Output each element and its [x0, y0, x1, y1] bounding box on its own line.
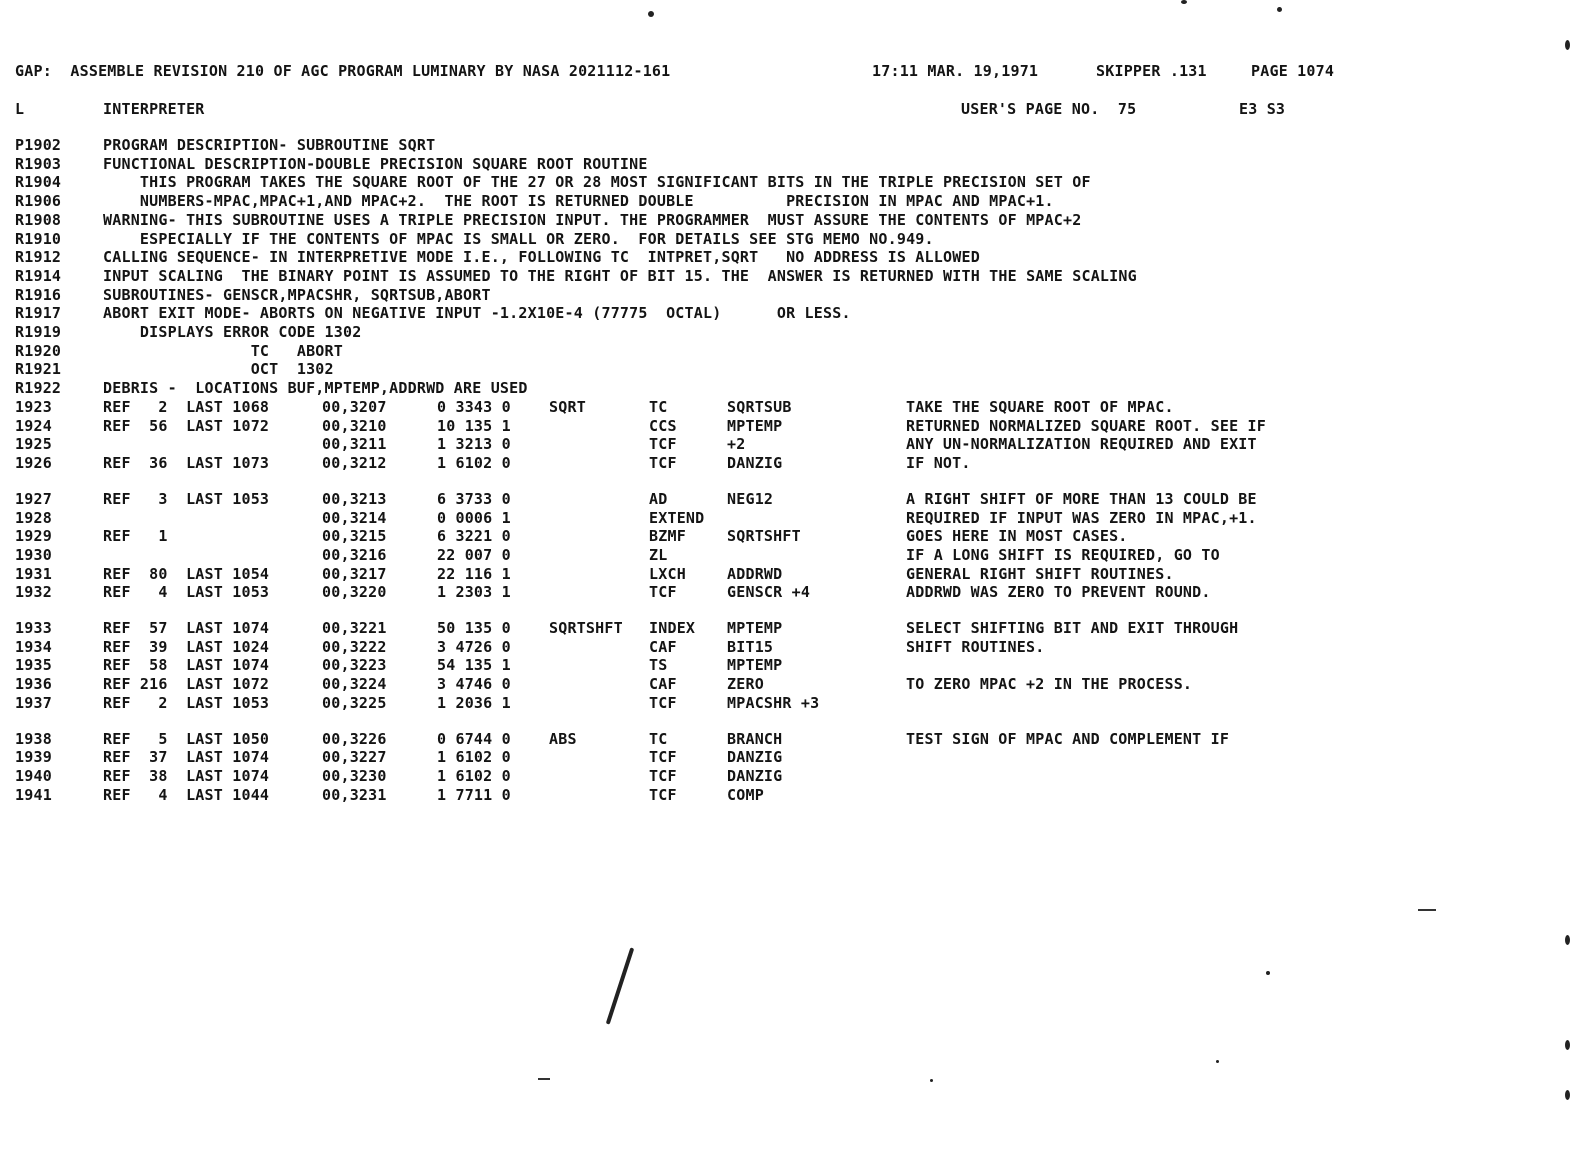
listing-operand: MPACSHR +3 — [727, 693, 820, 712]
remark-text: WARNING- THIS SUBROUTINE USES A TRIPLE PRECISION INPUT. THE PROGRAMMER MUST ASSURE THE CONTENTS OF MPAC+2 — [103, 210, 1082, 229]
remark-id: P1902 — [15, 136, 62, 154]
remark-id: R1910 — [15, 229, 62, 248]
listing-ref: REF 56 LAST 1072 — [103, 416, 270, 435]
remark-text: SUBROUTINES- GENSCR,MPACSHR, SQRTSUB,ABORT — [103, 285, 491, 304]
listing-opcode: TCF — [649, 766, 677, 785]
listing-comment: SHIFT ROUTINES. — [906, 637, 1045, 656]
listing-operand: COMP — [727, 785, 764, 804]
listing-octal-word: 54 135 1 — [437, 656, 511, 675]
remark-id: R1919 — [15, 323, 62, 341]
listing-opcode: ZL — [649, 545, 668, 564]
listing-ref: REF 37 LAST 1074 — [103, 748, 270, 767]
listing-octal-word: 1 2303 1 — [437, 583, 511, 602]
scan-speck — [648, 11, 654, 17]
listing-address: 00,3220 — [322, 583, 387, 602]
listing-opcode: CAF — [649, 637, 677, 656]
listing-comment: TO ZERO MPAC +2 IN THE PROCESS. — [906, 675, 1193, 694]
listing-octal-word: 10 135 1 — [437, 416, 511, 435]
listing-operand: MPTEMP — [727, 416, 783, 435]
remark-text: DISPLAYS ERROR CODE 1302 — [103, 323, 362, 341]
scan-speck — [1181, 0, 1187, 4]
listing-operand: ADDRWD — [727, 564, 783, 583]
listing-line-number: 1928 — [15, 508, 52, 527]
listing-octal-word: 1 6102 0 — [437, 766, 511, 785]
listing-opcode: TCF — [649, 785, 677, 804]
listing-octal-word: 3 4726 0 — [437, 637, 511, 656]
subheader-users-page: USER'S PAGE NO. 75 — [961, 100, 1137, 118]
listing-line-number: 1937 — [15, 693, 52, 712]
listing-opcode: TCF — [649, 693, 677, 712]
scan-dash — [1418, 909, 1436, 911]
listing-line-number: 1932 — [15, 583, 52, 602]
listing-address: 00,3223 — [322, 656, 387, 675]
remark-id: R1906 — [15, 192, 62, 211]
listing-line-number: 1940 — [15, 766, 52, 785]
listing-line-number: 1924 — [15, 416, 52, 435]
scan-speck — [1266, 971, 1270, 975]
listing-ref: REF 4 LAST 1053 — [103, 583, 270, 602]
listing-opcode: TCF — [649, 454, 677, 473]
listing-line-number: 1941 — [15, 785, 52, 804]
remark-id: R1916 — [15, 285, 62, 304]
subheader-code: E3 S3 — [1239, 100, 1286, 118]
listing-address: 00,3211 — [322, 435, 387, 454]
listing-opcode: TCF — [649, 435, 677, 454]
listing-octal-word: 22 007 0 — [437, 545, 511, 564]
listing-line-number: 1936 — [15, 675, 52, 694]
listing-line-number: 1926 — [15, 454, 52, 473]
listing-comment: A RIGHT SHIFT OF MORE THAN 13 COULD BE — [906, 489, 1257, 508]
header-skipper: SKIPPER .131 — [1096, 62, 1207, 80]
listing-line-number: 1929 — [15, 527, 52, 546]
remark-text: TC ABORT — [103, 341, 343, 360]
header-title: GAP: ASSEMBLE REVISION 210 OF AGC PROGRAM LUMINARY BY NASA 2021112-161 — [15, 62, 671, 80]
listing-operand: NEG12 — [727, 489, 774, 508]
listing-address: 00,3217 — [322, 564, 387, 583]
listing-operand: SQRTSUB — [727, 398, 792, 416]
remark-id: R1903 — [15, 154, 62, 173]
listing-opcode: EXTEND — [649, 508, 705, 527]
listing-octal-word: 1 6102 0 — [437, 748, 511, 767]
listing-operand: DANZIG — [727, 766, 783, 785]
listing-operand: DANZIG — [727, 454, 783, 473]
listing-opcode: TCF — [649, 583, 677, 602]
remark-id: R1922 — [15, 379, 62, 398]
listing-address: 00,3215 — [322, 527, 387, 546]
listing-address: 00,3210 — [322, 416, 387, 435]
listing-opcode: CCS — [649, 416, 677, 435]
listing-operand: GENSCR +4 — [727, 583, 811, 602]
listing-octal-word: 1 2036 1 — [437, 693, 511, 712]
listing-line-number: 1930 — [15, 545, 52, 564]
listing-operand: +2 — [727, 435, 746, 454]
listing-opcode: BZMF — [649, 527, 686, 546]
listing-address: 00,3222 — [322, 637, 387, 656]
listing-opcode: LXCH — [649, 564, 686, 583]
listing-comment: TAKE THE SQUARE ROOT OF MPAC. — [906, 398, 1174, 416]
listing-label: SQRT — [549, 398, 586, 416]
listing-octal-word: 6 3221 0 — [437, 527, 511, 546]
header-datetime: 17:11 MAR. 19,1971 — [872, 62, 1039, 80]
listing-line-number: 1938 — [15, 729, 52, 748]
listing-ref: REF 3 LAST 1053 — [103, 489, 270, 508]
remark-text: ABORT EXIT MODE- ABORTS ON NEGATIVE INPUT -1.2X10E-4 (77775 OCTAL) OR LESS. — [103, 304, 851, 323]
listing-address: 00,3231 — [322, 785, 387, 804]
listing-octal-word: 1 6102 0 — [437, 454, 511, 473]
subheader-flag: L — [15, 100, 25, 118]
listing-octal-word: 50 135 0 — [437, 619, 511, 637]
listing-operand: MPTEMP — [727, 656, 783, 675]
listing-line-number: 1931 — [15, 564, 52, 583]
remark-text: PROGRAM DESCRIPTION- SUBROUTINE SQRT — [103, 136, 436, 154]
remark-id: R1914 — [15, 266, 62, 285]
listing-comment: IF A LONG SHIFT IS REQUIRED, GO TO — [906, 545, 1220, 564]
listing-address: 00,3227 — [322, 748, 387, 767]
listing-octal-word: 1 7711 0 — [437, 785, 511, 804]
header-page-number: PAGE 1074 — [1251, 62, 1335, 80]
remark-text: INPUT SCALING THE BINARY POINT IS ASSUMED TO THE RIGHT OF BIT 15. THE ANSWER IS RETURNED WITH THE SAME SCALING — [103, 266, 1137, 285]
listing-opcode: TS — [649, 656, 668, 675]
remark-id: R1920 — [15, 341, 62, 360]
listing-comment: GENERAL RIGHT SHIFT ROUTINES. — [906, 564, 1174, 583]
listing-label: ABS — [549, 729, 577, 748]
listing-ref: REF 1 — [103, 527, 168, 546]
remark-id: R1921 — [15, 360, 62, 379]
remark-text: NUMBERS-MPAC,MPAC+1,AND MPAC+2. THE ROOT IS RETURNED DOUBLE PRECISION IN MPAC AND MPAC+1. — [103, 192, 1054, 211]
scan-speck — [1565, 935, 1570, 945]
listing-address: 00,3224 — [322, 675, 387, 694]
listing-opcode: TCF — [649, 748, 677, 767]
listing-operand: BIT15 — [727, 637, 774, 656]
listing-ref: REF 38 LAST 1074 — [103, 766, 270, 785]
listing-opcode: TC — [649, 398, 668, 416]
listing-line-number: 1927 — [15, 489, 52, 508]
listing-ref: REF 57 LAST 1074 — [103, 619, 270, 637]
listing-address: 00,3213 — [322, 489, 387, 508]
scan-speck — [1216, 1060, 1219, 1063]
listing-operand: DANZIG — [727, 748, 783, 767]
listing-line-number: 1935 — [15, 656, 52, 675]
scan-dash — [538, 1078, 550, 1080]
listing-ref: REF 36 LAST 1073 — [103, 454, 270, 473]
listing-opcode: INDEX — [649, 619, 696, 637]
remark-text: THIS PROGRAM TAKES THE SQUARE ROOT OF THE 27 OR 28 MOST SIGNIFICANT BITS IN THE TRIPLE PRECISION SET OF — [103, 173, 1091, 192]
listing-octal-word: 6 3733 0 — [437, 489, 511, 508]
listing-line-number: 1925 — [15, 435, 52, 454]
subheader-section: INTERPRETER — [103, 100, 205, 118]
listing-ref: REF 216 LAST 1072 — [103, 675, 270, 694]
listing-ref: REF 5 LAST 1050 — [103, 729, 270, 748]
listing-line-number: 1923 — [15, 398, 52, 416]
listing-octal-word: 3 4746 0 — [437, 675, 511, 694]
remark-text: CALLING SEQUENCE- IN INTERPRETIVE MODE I.E., FOLLOWING TC INTPRET,SQRT NO ADDRESS IS ALLOWED — [103, 248, 980, 267]
listing-line-number: 1933 — [15, 619, 52, 637]
remark-id: R1904 — [15, 173, 62, 192]
listing-opcode: AD — [649, 489, 668, 508]
listing-octal-word: 22 116 1 — [437, 564, 511, 583]
remark-id: R1917 — [15, 304, 62, 323]
listing-ref: REF 80 LAST 1054 — [103, 564, 270, 583]
scan-speck — [1565, 1040, 1570, 1050]
listing-comment: RETURNED NORMALIZED SQUARE ROOT. SEE IF — [906, 416, 1266, 435]
listing-operand: MPTEMP — [727, 619, 783, 637]
remark-text: OCT 1302 — [103, 360, 334, 379]
listing-line-number: 1939 — [15, 748, 52, 767]
listing-comment: TEST SIGN OF MPAC AND COMPLEMENT IF — [906, 729, 1230, 748]
remark-id: R1912 — [15, 248, 62, 267]
listing-address: 00,3216 — [322, 545, 387, 564]
listing-address: 00,3207 — [322, 398, 387, 416]
listing-octal-word: 1 3213 0 — [437, 435, 511, 454]
listing-address: 00,3214 — [322, 508, 387, 527]
listing-line-number: 1934 — [15, 637, 52, 656]
remark-text: DEBRIS - LOCATIONS BUF,MPTEMP,ADDRWD ARE USED — [103, 379, 528, 398]
scan-speck — [1277, 7, 1282, 12]
listing-ref: REF 4 LAST 1044 — [103, 785, 270, 804]
listing-ref: REF 39 LAST 1024 — [103, 637, 270, 656]
listing-comment: ANY UN-NORMALIZATION REQUIRED AND EXIT — [906, 435, 1257, 454]
listing-address: 00,3226 — [322, 729, 387, 748]
listing-comment: REQUIRED IF INPUT WAS ZERO IN MPAC,+1. — [906, 508, 1257, 527]
pen-mark — [606, 947, 635, 1024]
scan-speck — [930, 1079, 933, 1082]
listing-octal-word: 0 3343 0 — [437, 398, 511, 416]
listing-label: SQRTSHFT — [549, 619, 623, 637]
scan-speck — [1565, 1090, 1570, 1100]
listing-address: 00,3225 — [322, 693, 387, 712]
remark-id: R1908 — [15, 210, 62, 229]
listing-address: 00,3212 — [322, 454, 387, 473]
listing-ref: REF 2 LAST 1053 — [103, 693, 270, 712]
listing-address: 00,3221 — [322, 619, 387, 637]
listing-comment: GOES HERE IN MOST CASES. — [906, 527, 1128, 546]
remark-text: ESPECIALLY IF THE CONTENTS OF MPAC IS SMALL OR ZERO. FOR DETAILS SEE STG MEMO NO.949. — [103, 229, 934, 248]
listing-opcode: TC — [649, 729, 668, 748]
listing-ref: REF 2 LAST 1068 — [103, 398, 270, 416]
listing-octal-word: 0 0006 1 — [437, 508, 511, 527]
listing-comment: IF NOT. — [906, 454, 971, 473]
listing-address: 00,3230 — [322, 766, 387, 785]
listing-operand: ZERO — [727, 675, 764, 694]
listing-octal-word: 0 6744 0 — [437, 729, 511, 748]
listing-comment: SELECT SHIFTING BIT AND EXIT THROUGH — [906, 619, 1239, 637]
listing-operand: BRANCH — [727, 729, 783, 748]
listing-ref: REF 58 LAST 1074 — [103, 656, 270, 675]
listing-operand: SQRTSHFT — [727, 527, 801, 546]
remark-text: FUNCTIONAL DESCRIPTION-DOUBLE PRECISION SQUARE ROOT ROUTINE — [103, 154, 648, 173]
listing-opcode: CAF — [649, 675, 677, 694]
listing-comment: ADDRWD WAS ZERO TO PREVENT ROUND. — [906, 583, 1211, 602]
scan-speck — [1565, 40, 1570, 50]
